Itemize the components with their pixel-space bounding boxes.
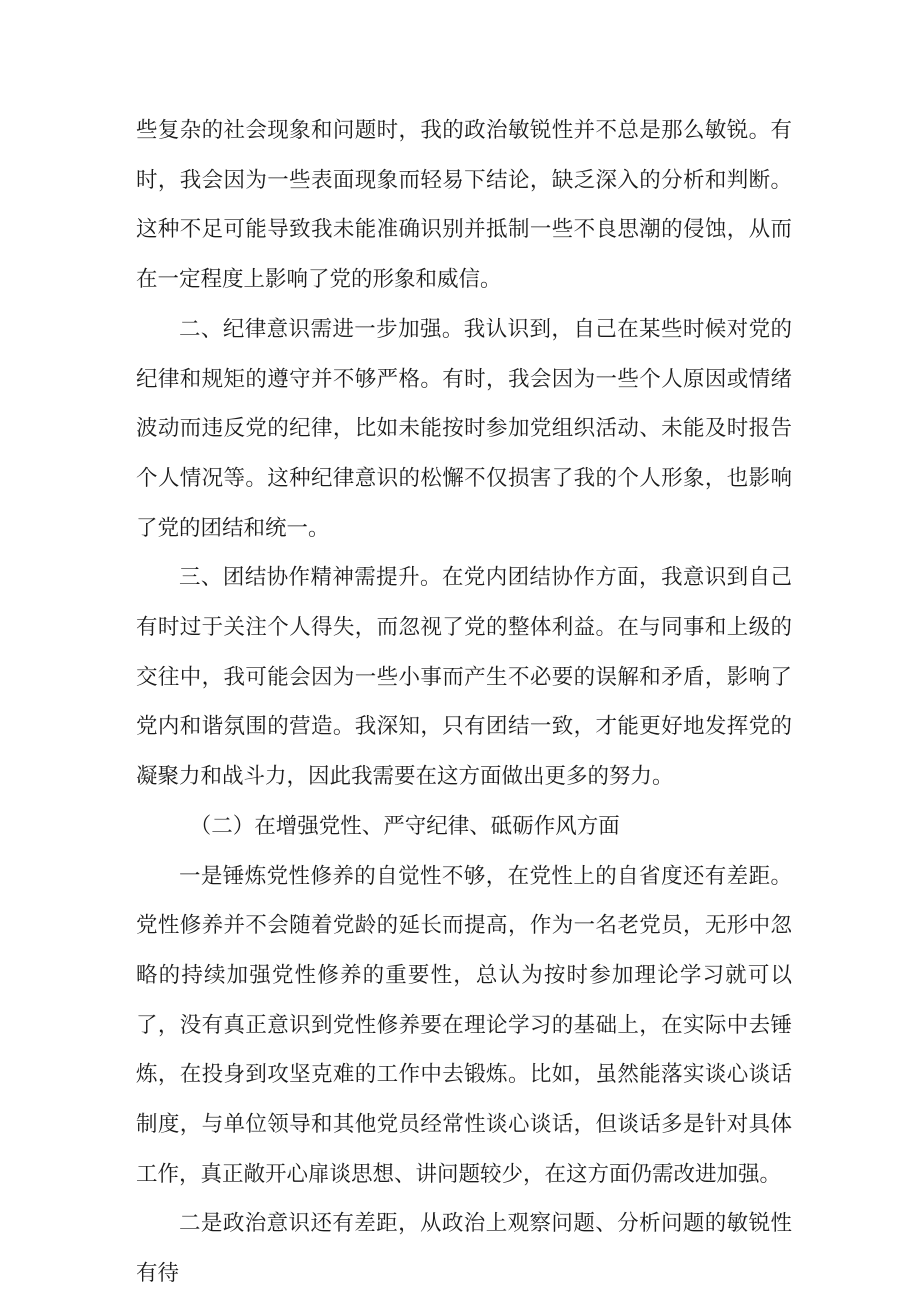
paragraph-discipline-awareness: 二、纪律意识需进一步加强。我认识到，自己在某些时候对党的纪律和规矩的遵守并不够严格。有时，我会因为一些个人原因或情绪波动而违反党的纪律，比如未能按时参加党组织活动、未能及时报告个人情况等。这种纪律意识的松懈不仅损害了我的个人形象，也影响了党的团结和统一。 <box>136 316 792 541</box>
paragraph-continuation: 些复杂的社会现象和问题时，我的政治敏锐性并不总是那么敏锐。有时，我会因为一些表面现象而轻易下结论，缺乏深入的分析和判断。这种不足可能导致我未能准确识别并抵制一些不良思潮的侵蚀，从而在一定程度上影响了党的形象和威信。 <box>136 118 792 293</box>
section-heading: （二）在增强党性、严守纪律、砥砺作风方面 <box>189 813 620 839</box>
paragraph-political-awareness: 二是政治意识还有差距，从政治上观察问题、分析问题的敏锐性有待 <box>136 1211 792 1287</box>
paragraph-party-spirit: 一是锤炼党性修养的自觉性不够，在党性上的自省度还有差距。党性修养并不会随着党龄的延长而提高，作为一名老党员，无形中忽略的持续加强党性修养的重要性，总认为按时参加理论学习就可以了，没有真正意识到党性修养要在理论学习的基础上，在实际中去锤炼，在投身到攻坚克难的工作中去锻炼。比如，虽然能落实谈心谈话制度，与单位领导和其他党员经常性谈心谈话，但谈话多是针对具体工作，真正敞开心扉谈思想、讲问题较少，在这方面仍需改进加强。 <box>136 863 792 1187</box>
document-body <box>136 106 792 1299</box>
paragraph-teamwork-spirit: 三、团结协作精神需提升。在党内团结协作方面，我意识到自己有时过于关注个人得失，而忽视了党的整体利益。在与同事和上级的交往中，我可能会因为一些小事而产生不必要的误解和矛盾，影响了党内和谐氛围的营造。我深知，只有团结一致，才能更好地发挥党的凝聚力和战斗力，因此我需要在这方面做出更多的努力。 <box>136 565 792 790</box>
